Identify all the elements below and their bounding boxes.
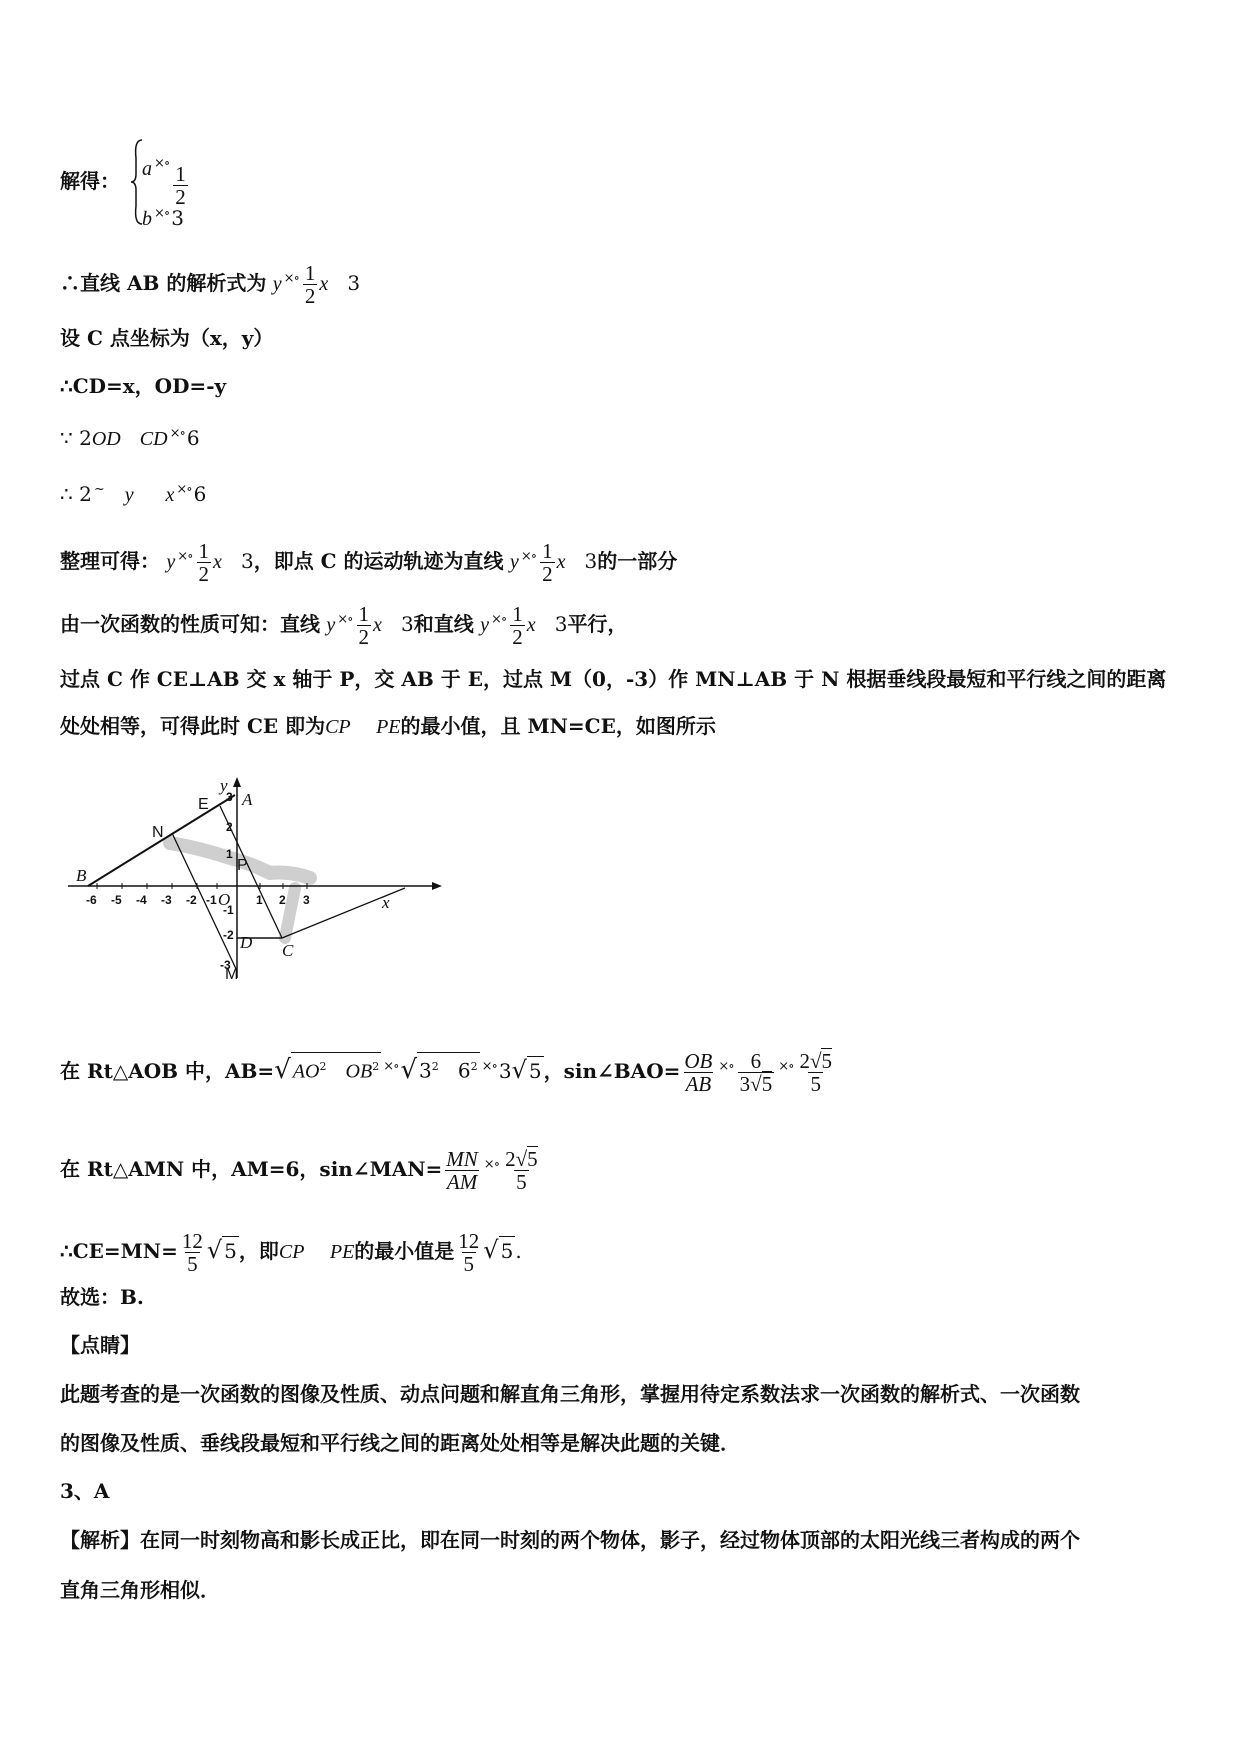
tick-x-neg3: -3	[161, 893, 172, 907]
solve-b-row: b ×∘ 3	[142, 206, 184, 230]
ab-length-line: 在 Rt△AOB 中，AB=√ $AO^2$ $OB^2$ ×∘√ $3^2$ $6^2$ ×∘ 3√ 5 ，sin∠BAO= $\frac{OB}{AB}$ ×∘ $\frac{6}{3√5}$ ×∘ $\frac{2√5}{5}$	[60, 1049, 832, 1096]
x-axis-arrow	[432, 882, 442, 890]
arrange-line: 整理可得： y ×∘ $\frac{1}{2}$ x 3，即点 C 的运动轨迹为直线 y ×∘ $\frac{1}{2}$ x 3的一部分	[60, 539, 678, 586]
tick-y-neg2: -2	[223, 928, 234, 942]
because-line: ∵ 2OD CD ×∘ 6	[60, 426, 200, 450]
tick-y-1: 1	[226, 847, 233, 861]
analysis-line2: 直角三角形相似．	[60, 1578, 220, 1602]
para1-line1: 过点 C 作 CE⊥AB 交 x 轴于 P，交 AB 于 E，过点 M（0，-3）作 MN⊥AB 于 N 根据垂线段最短和平行线之间的距离	[60, 667, 1167, 691]
line-ab-equation: ∴直线 AB 的解析式为 y ×∘ $\frac{1}{2}$ x 3	[60, 261, 361, 308]
para1-line2: 处处相等，可得此时 CE 即为CP PE的最小值，且 MN=CE，如图所示	[60, 714, 716, 738]
label-c: C	[282, 941, 294, 960]
tick-x-neg5: -5	[111, 893, 122, 907]
analysis-line1: 【解析】在同一时刻物高和影长成正比，即在同一时刻的两个物体，影子，经过物体顶部的太阳光线三者构成的两个	[60, 1528, 1080, 1552]
label-e: E	[198, 796, 209, 813]
solve-label: 解得：	[60, 169, 120, 193]
tick-x-neg4: -4	[136, 893, 147, 907]
tick-x-neg2: -2	[186, 893, 197, 907]
tick-y-2: 2	[226, 820, 233, 834]
therefore-line: ∴ 2 ~ y x ×∘ 6	[60, 482, 207, 506]
summary-line2: 的图像及性质、垂线段最短和平行线之间的距离处处相等是解决此题的关键．	[60, 1431, 740, 1455]
label-x: x	[382, 893, 390, 912]
solve-a-row: a ×∘ $\frac{1}{2}$	[142, 156, 186, 209]
tick-x-neg6: -6	[86, 893, 97, 907]
tick-x-1: 1	[256, 893, 263, 907]
tick-x-2: 2	[279, 893, 286, 907]
tick-y-3: 3	[226, 790, 233, 804]
label-o: O	[218, 890, 231, 909]
amn-line: 在 Rt△AMN 中，AM=6，sin∠MAN= $\frac{MN}{AM}$ ×∘ $\frac{2√5}{5}$	[60, 1147, 538, 1194]
tick-y-neg3: -3	[220, 958, 231, 972]
label-p: P	[237, 857, 248, 874]
tick-x-neg1: -1	[206, 893, 217, 907]
summary-line1: 此题考查的是一次函数的图像及性质、动点问题和解直角三角形，掌握用待定系数法求一次函数的解析式、一次函数	[60, 1382, 1080, 1406]
tick-y-neg1: -1	[223, 903, 234, 917]
label-y: y	[220, 776, 228, 795]
coordinate-figure	[60, 773, 460, 988]
question-3-answer: 3、A	[60, 1479, 110, 1503]
cd-od-line: ∴CD=x，OD=-y	[60, 374, 227, 398]
ce-mn-line: ∴CE=MN= $\frac{12}{5}$ √ 5 ，即CP PE的最小值是 $\frac{12}{5}$ √ 5 .	[60, 1229, 522, 1276]
label-b: B	[76, 866, 87, 885]
var-a: a	[142, 158, 152, 180]
trace-highlight-2	[285, 888, 295, 938]
label-a: A	[242, 790, 253, 809]
y-axis-arrow	[233, 777, 241, 787]
label-m: M	[225, 966, 239, 983]
parallel-line: 由一次函数的性质可知：直线 y ×∘ $\frac{1}{2}$ x 3和直线 y ×∘ $\frac{1}{2}$ x 3平行，	[60, 602, 628, 649]
dianjing-heading: 【点睛】	[60, 1333, 140, 1357]
label-d: D	[240, 933, 253, 952]
label-n: N	[152, 824, 164, 841]
tick-x-3: 3	[303, 893, 310, 907]
var-b: b	[142, 208, 152, 230]
choose-line: 故选：B.	[60, 1285, 144, 1309]
set-c-line: 设 C 点坐标为（x，y）	[60, 326, 274, 350]
